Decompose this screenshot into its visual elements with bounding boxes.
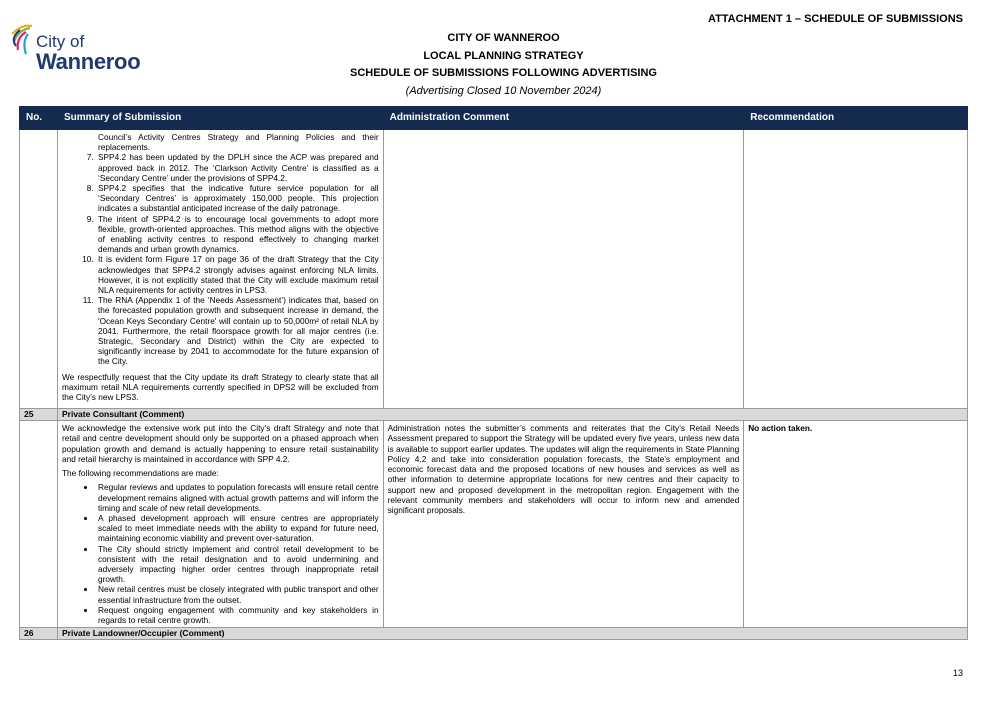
title-schedule: SCHEDULE OF SUBMISSIONS FOLLOWING ADVERTISING bbox=[350, 67, 657, 79]
list-item: • Regular reviews and updates to population forecasts will ensure retail centre development remains aligned with actual growth patterns and will inform the timing and scale of new retail developments. bbox=[96, 482, 379, 513]
col-header-summary: Summary of Submission bbox=[57, 107, 383, 130]
attachment-heading: ATTACHMENT 1 – SCHEDULE OF SUBMISSIONS bbox=[707, 13, 963, 25]
title-city: CITY OF WANNEROO bbox=[447, 32, 560, 44]
table-row-25 bbox=[20, 421, 968, 628]
list-item: 10. It is evident form Figure 17 on page 36 of the draft Strategy that the City acknowledges that SPP4.2 strongly advises against enforcing NLA limits. However, it is not explicitly stated that the City will exclude maximum retail NLA requirements for activity centres in LPS3. bbox=[96, 254, 379, 295]
logo-city-text: City of bbox=[36, 32, 85, 51]
continued-list bbox=[62, 152, 379, 366]
table-header-row bbox=[20, 107, 968, 130]
logo-wanneroo-text: Wanneroo bbox=[36, 49, 141, 74]
submission-title: Private Consultant (Comment) bbox=[57, 409, 967, 421]
list-item: 7. SPP4.2 has been updated by the DPLH since the ACP was prepared and approved back in 2012. The ‘Clarkson Activity Centre’ is classified as a ‘Secondary Centre’ under the provisions of SPP4.2. bbox=[96, 152, 379, 183]
col-header-admin: Administration Comment bbox=[383, 107, 744, 130]
summary-intro: We acknowledge the extensive work put into the City’s draft Strategy and note that retail and centre development should only be supported on a phased approach when population growth and demand is actually happening to ensure retail sustainability and retail hierarchy is maintained in accordance with SPP 4.2. bbox=[61, 423, 379, 464]
cell-admin-25: Administration notes the submitter’s comments and reiterates that the City’s Retail Needs Assessment prepared to support the Strategy will be updated every five years, unless new data is available to support earlier updates. The updates will align the requirements in State Planning Policy 4.2 and take into consideration population forecasts, the State’s employment and economic forecast data and the proposed locations of new houses and services as well as other information to determine appropriate locations for new centres and their capacity to support new and proposed development in the metropolitan region. Engagement with the relevant community members and stakeholders will occur to inform new and amended significant proposals. bbox=[383, 421, 744, 628]
list-item: • Request ongoing engagement with community and key stakeholders in regards to retail centre growth. bbox=[96, 605, 379, 625]
document-titles bbox=[0, 30, 1007, 100]
submissions-table bbox=[19, 106, 968, 640]
page-number: 13 bbox=[952, 668, 963, 678]
list-item: 9. The intent of SPP4.2 is to encourage local governments to adopt more flexible, growth-oriented approaches. This method aligns with the objective of enabling activity centres to respond effectively to changing market demands and urban growth dynamics. bbox=[96, 214, 379, 255]
cell-summary-continued bbox=[57, 130, 383, 409]
submission-title: Private Landowner/Occupier (Comment) bbox=[57, 628, 967, 640]
list-item: • New retail centres must be closely integrated with public transport and other essential infrastructure from the outset. bbox=[96, 584, 379, 604]
table-row-continued bbox=[20, 130, 968, 409]
col-header-no: No. bbox=[20, 107, 58, 130]
submission-number: 26 bbox=[20, 628, 58, 640]
cell-recommendation-25: No action taken. bbox=[744, 421, 968, 628]
cell-no-empty bbox=[20, 421, 58, 628]
cell-admin-empty bbox=[383, 130, 744, 409]
col-header-recommendation: Recommendation bbox=[744, 107, 968, 130]
continued-closing: We respectfully request that the City update its draft Strategy to clearly state that all maximum retail NLA requirements currently specified in DPS2 will be excluded from the City’s new LPS3. bbox=[61, 371, 379, 403]
list-item: 8. SPP4.2 specifies that the indicative future service population for all ‘Secondary Centres’ is approximately 150,000 people. This projection indicates a substantial anticipated increase of the daily patronage. bbox=[96, 183, 379, 214]
title-advertising: (Advertising Closed 10 November 2024) bbox=[405, 84, 602, 97]
cell-rec-empty bbox=[744, 130, 968, 409]
section-row-25 bbox=[20, 409, 968, 421]
summary-recs-intro: The following recommendations are made: bbox=[61, 468, 219, 479]
cell-summary-25 bbox=[57, 421, 383, 628]
list-item: • A phased development approach will ensure centres are appropriately scaled to meet immediate needs with the ability to expand for future need, maintaining economic viability and prevent over-saturation. bbox=[96, 513, 379, 544]
continued-lead: Council’s Activity Centres Strategy and Planning Policies and their replacements. bbox=[97, 132, 379, 153]
recommendations-list bbox=[62, 482, 379, 625]
submission-number: 25 bbox=[20, 409, 58, 421]
section-row-26 bbox=[20, 628, 968, 640]
list-item: • The City should strictly implement and control retail development to be consistent with the retail designation and to avoid undermining and adversely impacting higher order centres through inappropriate retail growth. bbox=[96, 544, 379, 585]
list-item: 11. The RNA (Appendix 1 of the ‘Needs Assessment’) indicates that, based on the forecasted population growth and subsequent increase in demand, the 'Ocean Keys Secondary Centre' will contain up to 50,000m² of retail NLA by 2041. Furthermore, the retail floorspace growth for all major centres (i.e. Strategic, Secondary and District) within the City are expected to significantly increase by 2041 to accommodate for the future expansion of the City. bbox=[96, 295, 379, 366]
cell-no-empty bbox=[20, 130, 58, 409]
title-strategy: LOCAL PLANNING STRATEGY bbox=[423, 49, 584, 62]
